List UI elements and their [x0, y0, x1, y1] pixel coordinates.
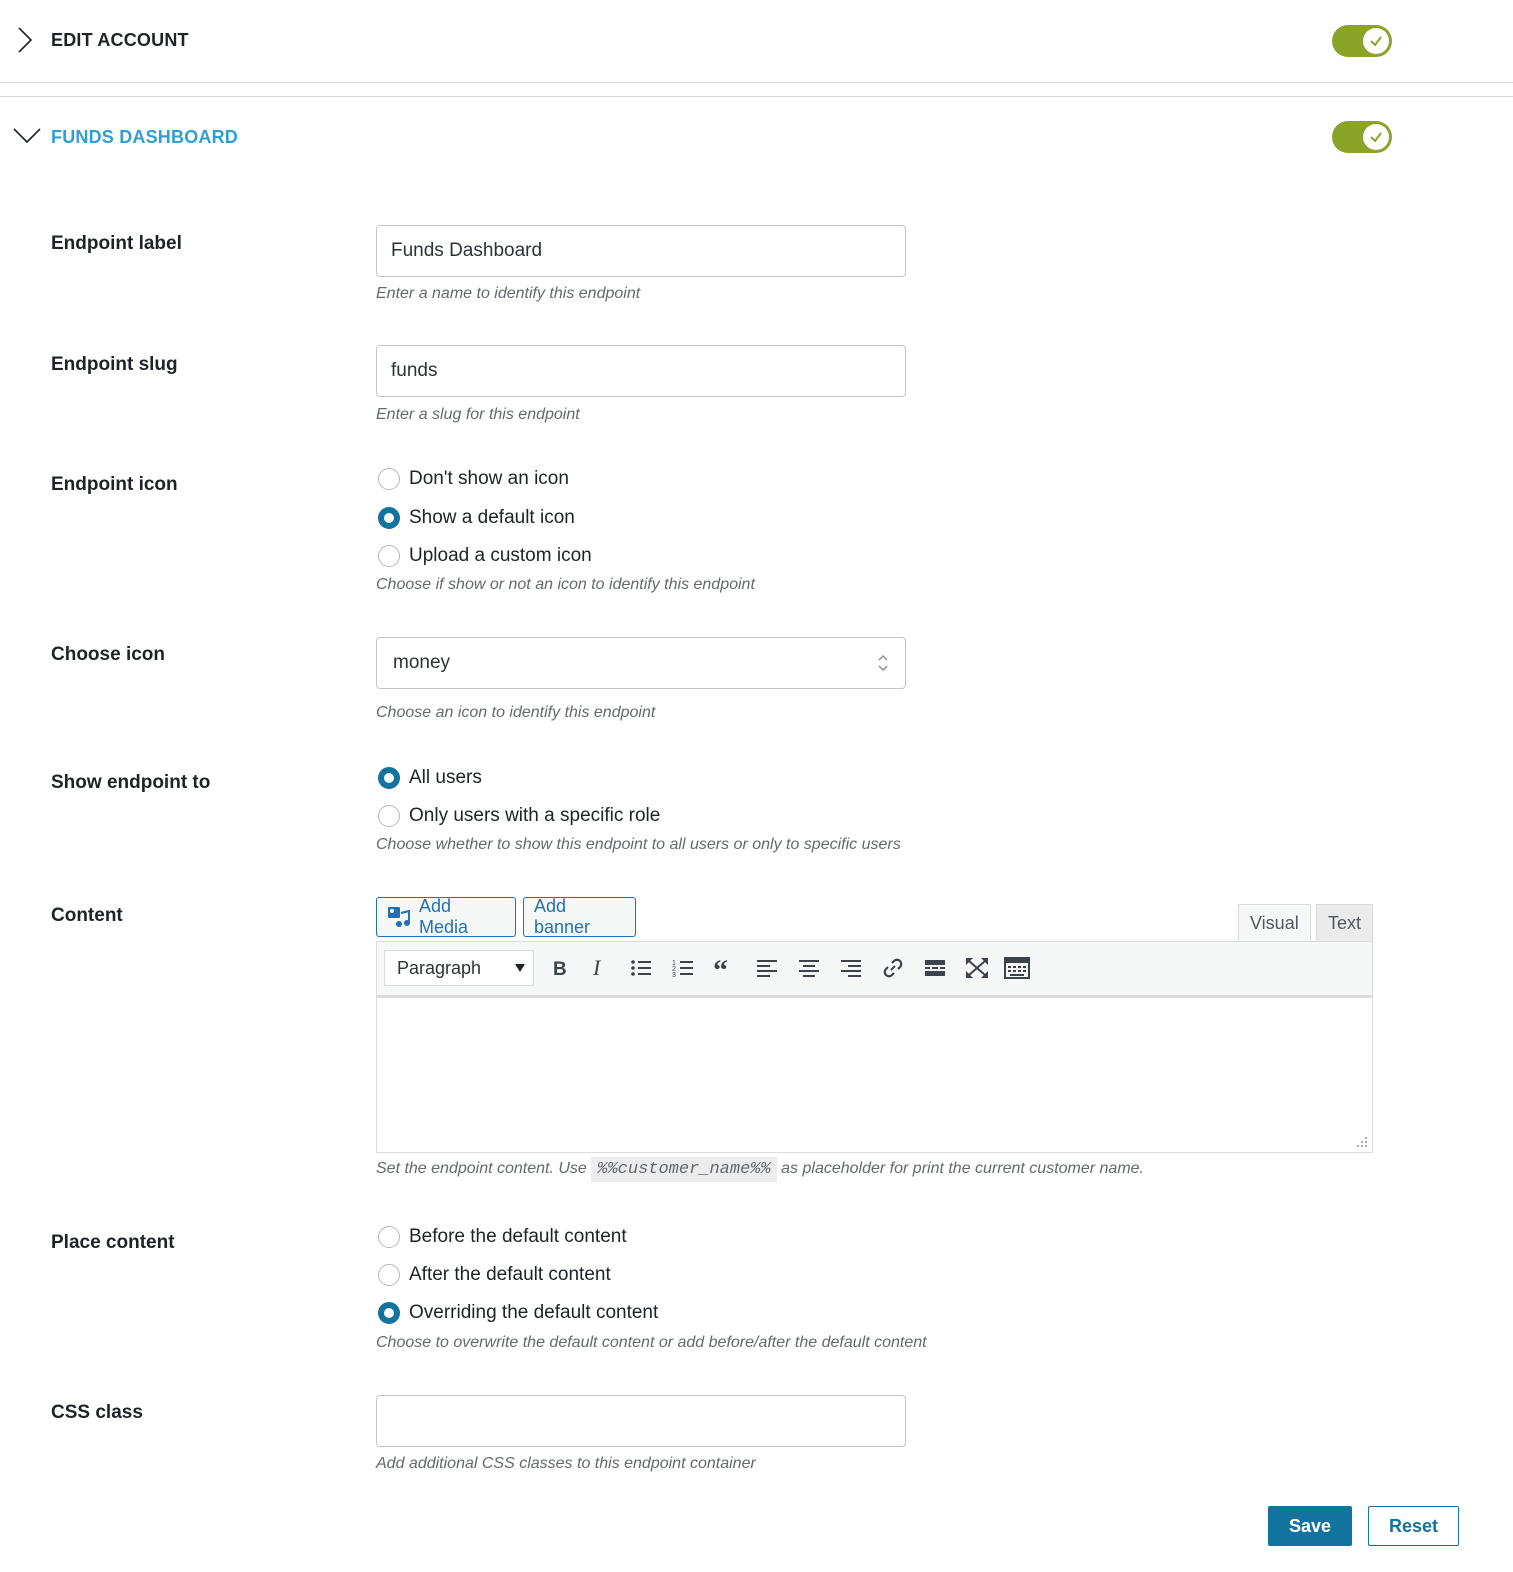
add-banner-button[interactable]: [523, 897, 636, 937]
media-icon: [387, 906, 411, 928]
tab-text[interactable]: [1316, 904, 1373, 942]
content-description: [376, 1160, 1144, 1179]
align-left-icon[interactable]: [753, 954, 781, 982]
toolbar-toggle-icon[interactable]: [1003, 954, 1031, 982]
content-description-after: as placeholder for print the current customer name.: [781, 1160, 1144, 1177]
funds-dashboard-toggle[interactable]: [1332, 121, 1392, 153]
content-description-before: Set the endpoint content. Use: [376, 1160, 587, 1177]
endpoint-label-input[interactable]: [376, 225, 906, 277]
chevron-down-icon[interactable]: [12, 126, 42, 149]
read-more-icon[interactable]: [921, 954, 949, 982]
svg-text:I: I: [593, 957, 601, 979]
radio-option-before[interactable]: [378, 1224, 627, 1250]
resize-handle-icon: [1356, 1136, 1368, 1148]
section-title-funds-dashboard[interactable]: FUNDS DASHBOARD: [51, 127, 238, 147]
add-media-label: Add Media: [418, 896, 469, 937]
svg-text:B: B: [553, 959, 567, 978]
reset-button[interactable]: Reset: [1368, 1506, 1459, 1546]
radio-button-checked[interactable]: [378, 767, 400, 789]
endpoint-label-label: Endpoint label: [51, 233, 182, 254]
toggle-knob: [1363, 28, 1389, 54]
link-icon[interactable]: [879, 954, 907, 982]
svg-text:1: 1: [672, 960, 676, 967]
choose-icon-value: money: [393, 652, 451, 673]
radio-option-overriding[interactable]: [378, 1300, 658, 1326]
endpoint-icon-label: Endpoint icon: [51, 474, 178, 495]
svg-text:2: 2: [672, 966, 676, 973]
tab-visual[interactable]: [1238, 904, 1311, 943]
tab-text-label: Text: [1328, 912, 1362, 933]
save-button[interactable]: Save: [1268, 1506, 1352, 1546]
radio-option-default-icon[interactable]: [378, 505, 575, 531]
bulleted-list-icon[interactable]: [627, 954, 655, 982]
svg-text:3: 3: [672, 972, 676, 978]
check-icon: [1369, 131, 1383, 143]
check-icon: [1369, 35, 1383, 47]
radio-button-checked[interactable]: [378, 1302, 400, 1324]
endpoint-label-description: Enter a name to identify this endpoint: [376, 285, 641, 302]
radio-option-custom-icon[interactable]: [378, 543, 592, 569]
svg-text:“: “: [713, 958, 728, 978]
numbered-list-icon[interactable]: [669, 954, 697, 982]
place-content-description: Choose to overwrite the default content or add before/after the default content: [376, 1334, 927, 1351]
radio-option-after[interactable]: [378, 1262, 611, 1288]
choose-icon-label: Choose icon: [51, 644, 166, 665]
radio-label: All users: [409, 767, 482, 788]
editor-statusbar: [376, 1129, 1373, 1153]
choose-icon-description: Choose an icon to identify this endpoint: [376, 704, 656, 721]
add-banner-label: Add banner: [534, 896, 591, 937]
content-editor[interactable]: [376, 996, 1373, 1130]
radio-button[interactable]: [378, 545, 400, 567]
radio-button-checked[interactable]: [378, 507, 400, 529]
radio-label: Overriding the default content: [409, 1302, 659, 1323]
endpoint-slug-input[interactable]: [376, 345, 906, 397]
radio-option-specific-role[interactable]: [378, 803, 660, 829]
css-class-input[interactable]: [376, 1395, 906, 1447]
radio-label: After the default content: [409, 1264, 611, 1285]
show-endpoint-to-label: Show endpoint to: [51, 772, 211, 793]
radio-label: Only users with a specific role: [409, 805, 661, 826]
chevron-right-icon[interactable]: [14, 26, 34, 59]
radio-option-all-users[interactable]: [378, 765, 482, 791]
caret-down-icon: [515, 964, 525, 972]
section-divider: [0, 82, 1513, 83]
endpoint-icon-description: Choose if show or not an icon to identify this endpoint: [376, 576, 755, 593]
show-endpoint-to-description: Choose whether to show this endpoint to all users or only to specific users: [376, 836, 901, 853]
endpoint-slug-description: Enter a slug for this endpoint: [376, 406, 580, 423]
radio-label: Don't show an icon: [409, 468, 569, 489]
radio-label: Upload a custom icon: [409, 545, 592, 566]
content-label: Content: [51, 905, 123, 926]
choose-icon-select[interactable]: [376, 637, 906, 689]
align-right-icon[interactable]: [837, 954, 865, 982]
add-media-button[interactable]: [376, 897, 516, 937]
endpoint-slug-label: Endpoint slug: [51, 354, 178, 375]
edit-account-toggle[interactable]: [1332, 25, 1392, 57]
radio-label: Show a default icon: [409, 507, 575, 528]
format-select[interactable]: [384, 950, 534, 986]
place-content-label: Place content: [51, 1232, 175, 1253]
format-select-value: Paragraph: [397, 957, 482, 978]
radio-label: Before the default content: [409, 1226, 627, 1247]
radio-button[interactable]: [378, 1226, 400, 1248]
toggle-knob: [1363, 124, 1389, 150]
align-center-icon[interactable]: [795, 954, 823, 982]
radio-option-no-icon[interactable]: [378, 466, 569, 492]
css-class-label: CSS class: [51, 1402, 143, 1423]
section-funds-dashboard: [0, 98, 1513, 178]
section-title-edit-account[interactable]: EDIT ACCOUNT: [51, 30, 189, 50]
select-arrows-icon: [877, 653, 889, 673]
radio-button[interactable]: [378, 805, 400, 827]
radio-button[interactable]: [378, 468, 400, 490]
css-class-description: Add additional CSS classes to this endpoint container: [376, 1455, 756, 1472]
bold-icon[interactable]: [545, 954, 573, 982]
section-divider: [0, 96, 1513, 97]
tab-visual-label: Visual: [1250, 913, 1299, 933]
italic-icon[interactable]: [585, 954, 613, 982]
editor-toolbar: [376, 941, 1373, 996]
section-edit-account: [0, 0, 1513, 82]
blockquote-icon[interactable]: [711, 954, 739, 982]
radio-button[interactable]: [378, 1264, 400, 1286]
placeholder-code: %%customer_name%%: [591, 1157, 776, 1182]
fullscreen-icon[interactable]: [963, 954, 991, 982]
